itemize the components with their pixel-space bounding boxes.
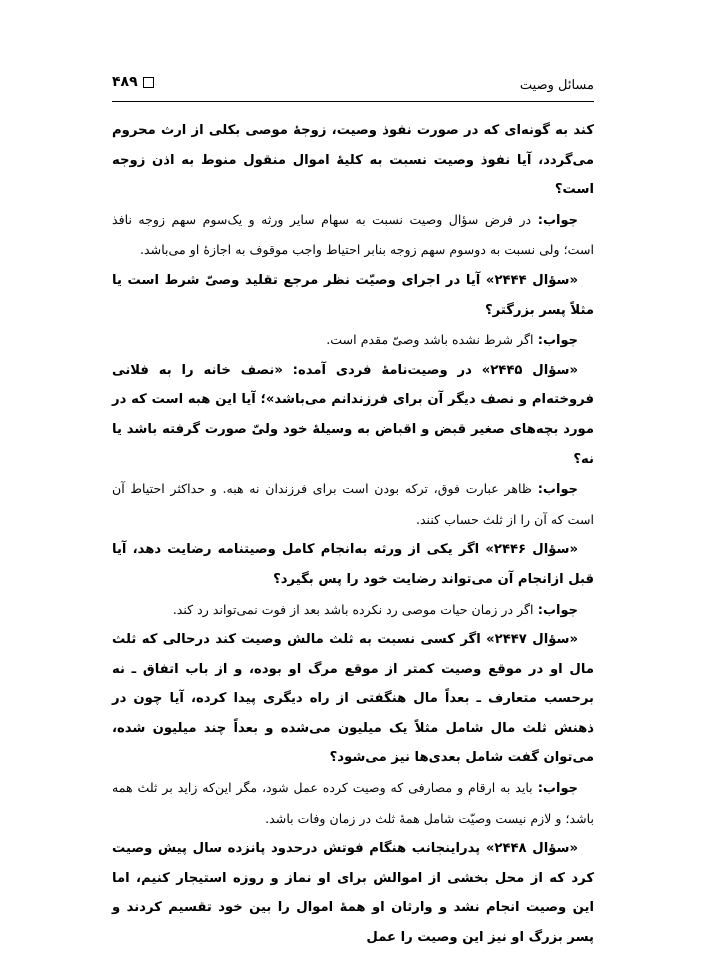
header-rule bbox=[112, 101, 594, 102]
answer-text: ظاهر عبارت فوق، ترکه بودن است برای فرزندان نه هبه. و حداکثر احتیاط آن است که آن را از ثلث حساب کنند. bbox=[112, 481, 594, 527]
question-2445: «سؤال ۲۴۴۵» در وصیت‌نامۀ فردی آمده: «نصف خانه را به فلانی فروخته‌ام و نصف دیگر آن برای فرزندانم می‌باشد»؛ آیا این هبه است که در مورد بچه‌های صغیر قبض و اقباض به وسیلۀ خود ولیّ صورت گرفته باشد یا نه؟ bbox=[112, 362, 594, 467]
answer-2444 bbox=[112, 325, 594, 356]
answer-label: جواب: bbox=[537, 602, 578, 618]
answer-label: جواب: bbox=[537, 781, 578, 797]
answer-label: جواب: bbox=[537, 333, 578, 349]
question-2446: «سؤال ۲۴۴۶» اگر یکی از ورثه به‌انجام کامل وصیتنامه رضایت دهد، آیا قبل ازانجام آن می‌تواند رضایت خود را پس بگیرد؟ bbox=[112, 542, 594, 587]
running-title: مسائل وصیت bbox=[519, 78, 594, 93]
answer-2447 bbox=[112, 773, 594, 834]
page-header bbox=[112, 72, 594, 100]
answer-text: اگر در زمان حیات موصی رد نکرده باشد بعد از فوت نمی‌تواند رد کند. bbox=[172, 601, 534, 617]
answer-paragraph bbox=[112, 205, 594, 266]
question-continuation: کند به گونه‌ای که در صورت نفوذ وصیت، زوجۀ موصی بکلی از ارث محروم می‌گردد، آیا نفوذ وصیت نسبت به کلیۀ اموال منقول منوط به اذن زوجه است؟ bbox=[112, 123, 594, 198]
answer-text: در فرض سؤال وصیت نسبت به سهام سایر ورثه و یک‌سوم سهم زوجه نافذ است؛ ولی نسبت به دوسوم سهم زوجه بنابر احتیاط واجب موقوف به اجازۀ او می‌باشد. bbox=[112, 211, 594, 258]
answer-text: باید به ارقام و مصارفی که وصیت کرده عمل شود، مگر این‌که زاید بر ثلث همه باشد؛ و لازم نیست وصیّت شامل همۀ ثلث در زمان وفات باشد. bbox=[112, 780, 594, 826]
answer-label: جواب: bbox=[537, 212, 578, 228]
page-number bbox=[112, 74, 154, 90]
page-body bbox=[112, 116, 594, 946]
square-ornament-icon bbox=[143, 77, 154, 88]
question-2447: «سؤال ۲۴۴۷» اگر کسی نسبت به ثلث مالش وصیت کند درحالی که ثلث مال او در موقع وصیت کمتر از موقع مرگ او بوده، و از باب اتفاق ـ نه برحسب متعارف ـ بعداً مال هنگفتی از راه دیگری پیدا کرده، آیا چون در ذهنش ثلث مال شامل مثلاً یک میلیون می‌شده و بعداً چند میلیون شده، می‌توان گفت شامل بعدی‌ها نیز می‌شود؟ bbox=[112, 632, 594, 766]
question-2444: «سؤال ۲۴۴۴» آیا در اجرای وصیّت نظر مرجع تقلید وصیّ شرط است یا مثلاً پسر بزرگتر؟ bbox=[112, 272, 594, 318]
answer-2446 bbox=[112, 595, 594, 626]
answer-text: اگر شرط نشده باشد وصیّ مقدم است. bbox=[326, 332, 534, 348]
question-2448: «سؤال ۲۴۴۸» پدراینجانب هنگام فوتش درحدود پانزده سال پیش وصیت کرد که از محل بخشی از اموالش برای او نماز و روزه استیجار کنیم، اما این وصیت انجام نشد و وارثان او همۀ اموال را بین خود تقسیم کردند و پسر بزرگ او نیز این وصیت را عمل bbox=[112, 841, 594, 946]
answer-2445 bbox=[112, 474, 594, 535]
answer-label: جواب: bbox=[537, 482, 578, 498]
page-number-value: ۴۸۹ bbox=[112, 74, 138, 90]
